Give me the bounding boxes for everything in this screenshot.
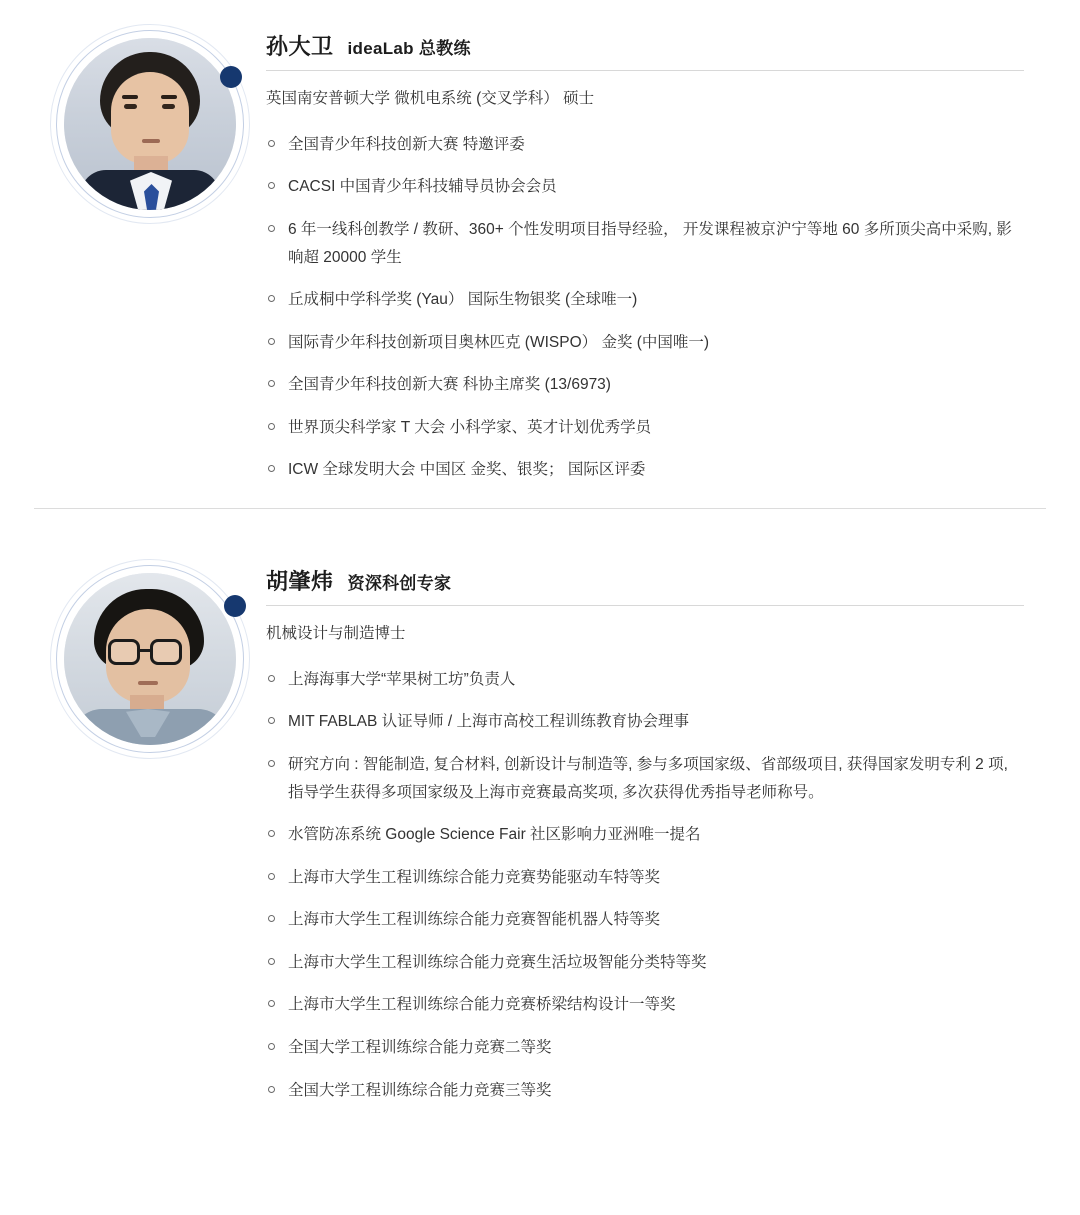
list-item [266,821,1024,849]
list-item [266,371,1024,399]
profile-heading-1 [266,30,1024,71]
profile-achievements-2 [266,666,1024,1104]
bullet-circle-icon [268,873,275,880]
profile-degree: 英国南安普顿大学 微机电系统 (交叉学科） 硕士 [266,90,595,107]
list-item-text: 上海市大学生工程训练综合能力竞赛桥梁结构设计一等奖 [288,996,676,1014]
bullet-circle-icon [268,295,275,302]
list-item-text: 全国大学工程训练综合能力竞赛三等奖 [288,1081,552,1099]
list-item [266,456,1024,484]
avatar-column-2 [34,549,266,759]
bullet-circle-icon [268,675,275,682]
bullet-circle-icon [268,338,275,345]
list-item [266,286,1024,314]
bullet-circle-icon [268,1086,275,1093]
avatar-2 [50,559,250,759]
list-item [266,216,1024,271]
list-item-text: 上海市大学生工程训练综合能力竞赛智能机器人特等奖 [288,911,661,929]
list-item [266,414,1024,442]
list-item-text: 上海市大学生工程训练综合能力竞赛生活垃圾智能分类特等奖 [288,953,707,971]
profile-achievements-1 [266,131,1024,484]
list-item [266,1077,1024,1105]
list-item [266,131,1024,159]
bullet-circle-icon [268,915,275,922]
list-item-text: MIT FABLAB 认证导师 / 上海市高校工程训练教育协会理事 [288,713,690,731]
list-item-text: 水管防冻系统 Google Science Fair 社区影响力亚洲唯一提名 [288,826,701,844]
bullet-circle-icon [268,182,275,189]
avatar-accent-dot-icon [224,595,246,617]
bullet-circle-icon [268,717,275,724]
list-item [266,864,1024,892]
list-item-text: 世界顶尖科学家 T 大会 小科学家、英才计划优秀学员 [288,418,652,436]
list-item-text: 国际青少年科技创新项目奥林匹克 (WISPO） 金奖 (中国唯一) [288,333,710,351]
list-item [266,949,1024,977]
bullet-circle-icon [268,958,275,965]
list-item [266,666,1024,694]
profile-name: 孙大卫 [266,34,334,59]
bullet-circle-icon [268,225,275,232]
avatar-photo-1 [64,38,236,210]
profile-role: 资深科创专家 [347,574,452,593]
bullet-circle-icon [268,140,275,147]
profile-card-1 [34,0,1046,484]
list-item [266,751,1024,806]
profile-degree: 机械设计与制造博士 [266,625,406,642]
avatar-1 [50,24,250,224]
list-item-text: 上海海事大学“苹果树工坊”负责人 [288,670,516,688]
list-item [266,1034,1024,1062]
profile-content-2 [266,549,1046,1104]
profile-role: ideaLab 总教练 [347,39,471,58]
list-item [266,173,1024,201]
list-item-text: 全国青少年科技创新大赛 科协主席奖 (13/6973) [288,376,611,394]
list-item-text: 上海市大学生工程训练综合能力竞赛势能驱动车特等奖 [288,868,661,886]
list-item-text: 全国大学工程训练综合能力竞赛二等奖 [288,1039,552,1056]
list-item [266,329,1024,357]
list-item-text: 全国青少年科技创新大赛 特邀评委 [288,135,525,153]
bullet-circle-icon [268,380,275,387]
avatar-photo-2 [64,573,236,745]
bullet-circle-icon [268,1000,275,1007]
list-item-text: CACSI 中国青少年科技辅导员协会会员 [288,178,557,196]
bullet-circle-icon [268,465,275,472]
avatar-column-1 [34,14,266,224]
bullet-circle-icon [268,423,275,430]
avatar-accent-dot-icon [220,66,242,88]
list-item [266,906,1024,934]
profile-content-1 [266,14,1046,484]
list-item [266,708,1024,736]
bullet-circle-icon [268,1043,275,1050]
profile-name: 胡肇炜 [266,569,334,594]
list-item-text: 丘成桐中学科学奖 (Yau） 国际生物银奖 (全球唯一) [288,291,638,309]
bullet-circle-icon [268,760,275,767]
list-item-text: 研究方向 : 智能制造, 复合材料, 创新设计与制造等, 参与多项国家级、省部级项目, 获得国家发明专利 2 项, 指导学生获得多项国家级及上海市竞赛最高奖项, 多次获得优秀指导老师称号。 [288,755,1008,801]
profile-heading-2 [266,565,1024,606]
list-item [266,991,1024,1019]
profile-card-2 [34,509,1046,1104]
bullet-circle-icon [268,830,275,837]
list-item-text: ICW 全球发明大会 中国区 金奖、银奖； 国际区评委 [288,461,646,479]
list-item-text: 6 年一线科创教学 / 教研、360+ 个性发明项目指导经验， 开发课程被京沪宁等地 60 多所顶尖高中采购, 影响超 20000 学生 [288,220,1012,266]
